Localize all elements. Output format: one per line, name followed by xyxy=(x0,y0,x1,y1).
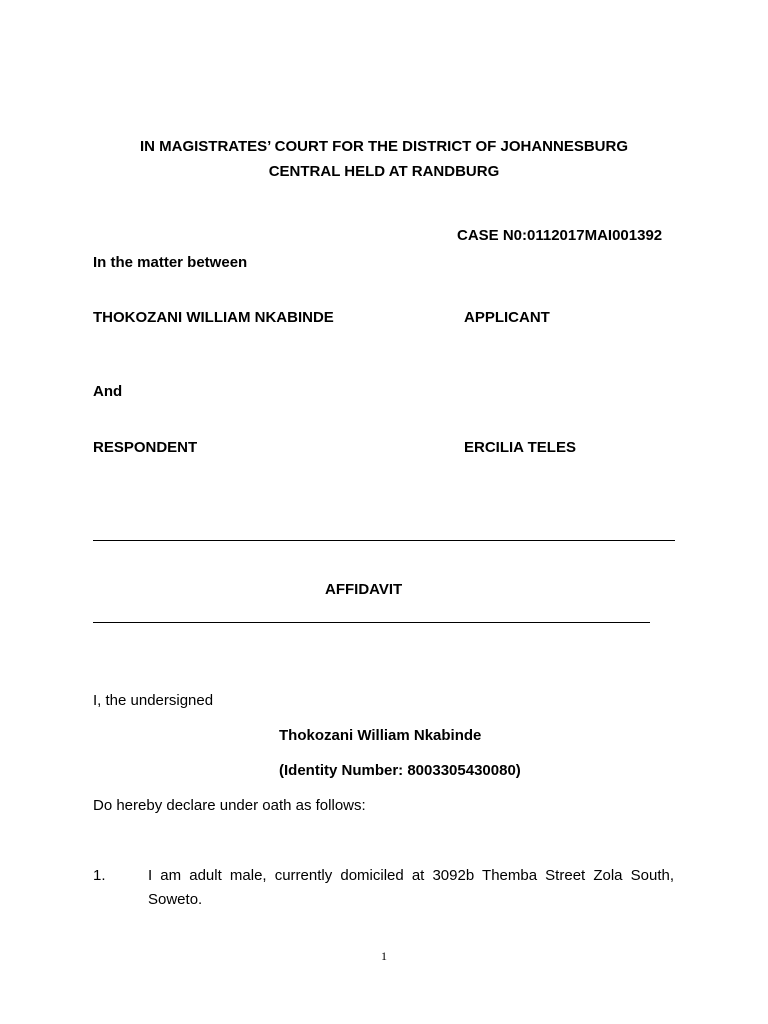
divider-top xyxy=(93,540,675,541)
matter-intro: In the matter between xyxy=(93,254,248,271)
document-title: AFFIDAVIT xyxy=(325,581,403,598)
oath-declaration: Do hereby declare under oath as follows: xyxy=(93,797,366,814)
parties-conjunction: And xyxy=(93,383,123,400)
divider-bottom xyxy=(93,622,650,623)
page-number: 1 xyxy=(381,949,387,963)
deponent-name: Thokozani William Nkabinde xyxy=(279,727,482,744)
applicant-role: APPLICANT xyxy=(464,309,550,326)
paragraph-text: I am adult male, currently domiciled at 3092b Themba Street Zola South, Soweto. xyxy=(148,867,674,908)
respondent-role: RESPONDENT xyxy=(93,439,198,456)
identity-number: (Identity Number: 8003305430080) xyxy=(279,762,521,779)
court-heading-line-2: CENTRAL HELD AT RANDBURG xyxy=(268,163,500,180)
court-heading-line-1: IN MAGISTRATES’ COURT FOR THE DISTRICT OF JOHANNESBURG xyxy=(139,138,629,155)
undersigned-statement: I, the undersigned xyxy=(93,692,214,709)
paragraph-number: 1. xyxy=(93,867,106,884)
case-number: CASE N0:0112017MAI001392 xyxy=(457,227,663,244)
respondent-name: ERCILIA TELES xyxy=(464,439,576,456)
applicant-name: THOKOZANI WILLIAM NKABINDE xyxy=(93,309,334,326)
